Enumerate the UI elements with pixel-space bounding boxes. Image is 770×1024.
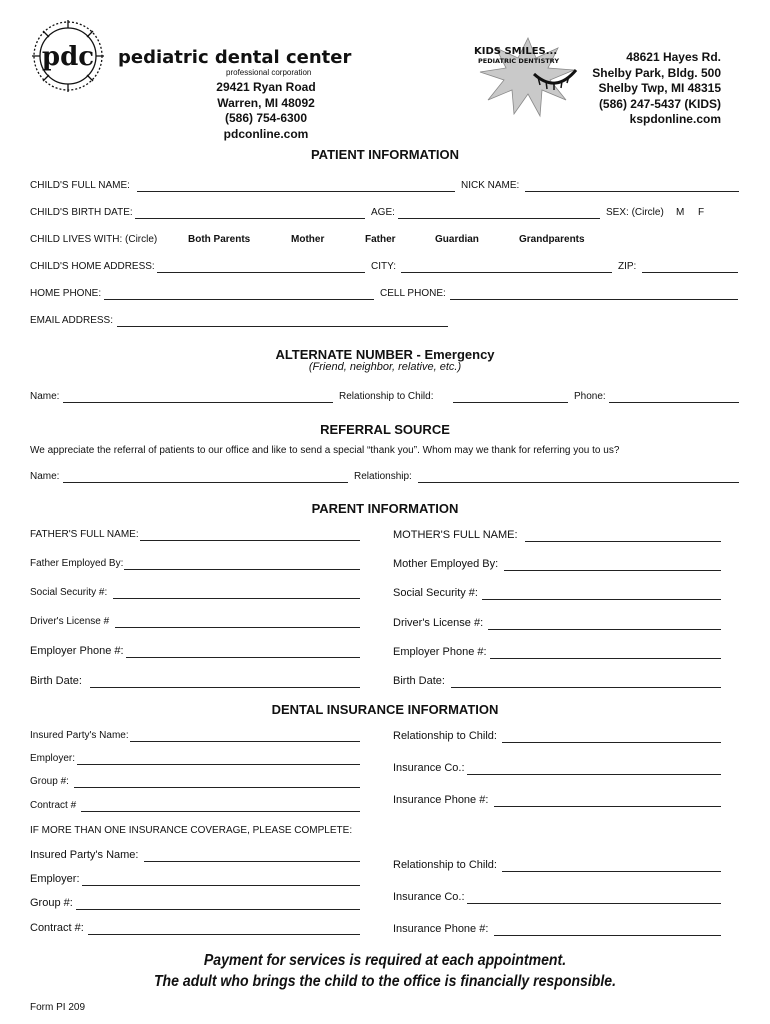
zip-field[interactable] bbox=[642, 272, 738, 273]
pdc-city: Warren, MI 48092 bbox=[217, 95, 315, 110]
mother-ssn-field[interactable] bbox=[482, 599, 721, 600]
email-label: EMAIL ADDRESS: bbox=[30, 315, 113, 326]
mother-employer-field[interactable] bbox=[504, 570, 721, 571]
mother-employer-phone-field[interactable] bbox=[490, 658, 721, 659]
alt-phone-label: Phone: bbox=[574, 391, 606, 402]
insured-employer-label: Employer: bbox=[30, 753, 76, 764]
insurance2-phone-label: Insurance Phone #: bbox=[393, 923, 489, 935]
pdc-name: pediatric dental center bbox=[118, 47, 352, 68]
insurance-phone-field[interactable] bbox=[494, 806, 721, 807]
insurance-phone-label: Insurance Phone #: bbox=[393, 794, 489, 806]
insured2-employer-field[interactable] bbox=[82, 885, 360, 886]
age-field[interactable] bbox=[398, 218, 600, 219]
cell-phone-field[interactable] bbox=[450, 299, 738, 300]
insurance-co-field[interactable] bbox=[467, 774, 721, 775]
insured2-name-field[interactable] bbox=[144, 861, 360, 862]
home-address-field[interactable] bbox=[157, 272, 365, 273]
mother-birth-date-field[interactable] bbox=[451, 687, 721, 688]
child-full-name-label: CHILD'S FULL NAME: bbox=[30, 180, 130, 191]
insured2-contract-field[interactable] bbox=[88, 934, 360, 935]
pdc-phone: (586) 754-6300 bbox=[224, 111, 308, 125]
lives-option-grandparents[interactable]: Grandparents bbox=[519, 234, 585, 245]
insured2-employer-label: Employer: bbox=[30, 873, 80, 885]
responsibility-notice: The adult who brings the child to the office is financially responsible. bbox=[153, 973, 617, 990]
referral-name-label: Name: bbox=[30, 471, 60, 482]
insured-employer-field[interactable] bbox=[77, 764, 360, 765]
alt-name-field[interactable] bbox=[63, 402, 333, 403]
alternate-subtitle: (Friend, neighbor, relative, etc.) bbox=[308, 361, 462, 373]
lives-with-label: CHILD LIVES WITH: (Circle) bbox=[30, 234, 158, 245]
pdc-street: 29421 Ryan Road bbox=[216, 80, 316, 94]
insured2-name-label: Insured Party's Name: bbox=[30, 849, 139, 861]
insured2-relationship-label: Relationship to Child: bbox=[393, 859, 497, 871]
insured-group-label: Group #: bbox=[30, 776, 69, 787]
insured-relationship-label: Relationship to Child: bbox=[393, 730, 497, 742]
patient-info-title: PATIENT INFORMATION bbox=[310, 147, 460, 162]
parent-title: PARENT INFORMATION bbox=[311, 501, 459, 516]
insured2-contract-label: Contract #: bbox=[30, 922, 84, 934]
lives-option-mother[interactable]: Mother bbox=[291, 234, 325, 245]
lives-option-guardian[interactable]: Guardian bbox=[435, 234, 479, 245]
home-phone-label: HOME PHONE: bbox=[30, 288, 102, 299]
email-field[interactable] bbox=[117, 326, 448, 327]
insured-relationship-field[interactable] bbox=[502, 742, 721, 743]
mother-license-field[interactable] bbox=[488, 629, 721, 630]
payment-notice: Payment for services is required at each appointment. bbox=[203, 952, 567, 969]
insured2-relationship-field[interactable] bbox=[502, 871, 721, 872]
alt-relationship-field[interactable] bbox=[453, 402, 568, 403]
alt-name-label: Name: bbox=[30, 391, 60, 402]
father-employer-phone-label: Employer Phone #: bbox=[30, 645, 124, 657]
alt-relationship-label: Relationship to Child: bbox=[339, 391, 434, 402]
referral-title: REFERRAL SOURCE bbox=[320, 422, 450, 437]
father-birth-date-field[interactable] bbox=[90, 687, 360, 688]
father-ssn-label: Social Security #: bbox=[30, 587, 108, 598]
mother-name-label: MOTHER'S FULL NAME: bbox=[393, 529, 518, 541]
father-license-label: Driver's License # bbox=[30, 616, 110, 627]
child-full-name-field[interactable] bbox=[137, 191, 455, 192]
referral-relationship-label: Relationship: bbox=[354, 471, 412, 482]
lives-option-father[interactable]: Father bbox=[365, 234, 396, 245]
father-name-field[interactable] bbox=[140, 540, 360, 541]
city-label: CITY: bbox=[371, 261, 397, 272]
insurance2-co-label: Insurance Co.: bbox=[393, 891, 465, 903]
referral-name-field[interactable] bbox=[63, 482, 348, 483]
lives-option-both-parents[interactable]: Both Parents bbox=[188, 234, 251, 245]
birth-date-field[interactable] bbox=[135, 218, 365, 219]
insurance-title: DENTAL INSURANCE INFORMATION bbox=[271, 702, 499, 717]
mother-birth-date-label: Birth Date: bbox=[393, 675, 445, 687]
insured-name-label: Insured Party's Name: bbox=[30, 730, 129, 741]
age-label: AGE: bbox=[371, 207, 395, 218]
home-address-label: CHILD'S HOME ADDRESS: bbox=[30, 261, 155, 272]
mother-ssn-label: Social Security #: bbox=[393, 587, 478, 599]
father-birth-date-label: Birth Date: bbox=[30, 675, 82, 687]
ks-phone: (586) 247-5437 (KIDS) bbox=[598, 96, 721, 111]
father-employer-label: Father Employed By: bbox=[30, 558, 124, 569]
cell-phone-label: CELL PHONE: bbox=[380, 288, 446, 299]
father-ssn-field[interactable] bbox=[113, 598, 360, 599]
kids-smiles-line1: KIDS SMILES... bbox=[474, 46, 558, 57]
city-field[interactable] bbox=[401, 272, 612, 273]
ks-city: Shelby Twp, MI 48315 bbox=[598, 81, 721, 95]
kids-smiles-line2: PEDIATRIC DENTISTRY bbox=[478, 57, 560, 65]
sex-m-option[interactable]: M bbox=[676, 207, 685, 218]
referral-relationship-field[interactable] bbox=[418, 482, 739, 483]
ks-website: kspdonline.com bbox=[629, 112, 721, 126]
logo-lettering: pdc bbox=[41, 42, 95, 72]
mother-license-label: Driver's License #: bbox=[393, 617, 484, 629]
insured2-group-label: Group #: bbox=[30, 897, 73, 909]
mother-employer-phone-label: Employer Phone #: bbox=[393, 646, 487, 658]
insured-group-field[interactable] bbox=[74, 787, 360, 788]
pdc-address bbox=[186, 80, 346, 142]
birth-date-label: CHILD'S BIRTH DATE: bbox=[30, 207, 133, 218]
insurance2-co-field[interactable] bbox=[467, 903, 721, 904]
pdc-website: pdconline.com bbox=[223, 126, 309, 141]
sex-label: SEX: (Circle) bbox=[606, 207, 664, 218]
zip-label: ZIP: bbox=[618, 261, 637, 272]
sex-f-option[interactable]: F bbox=[698, 207, 705, 218]
alt-phone-field[interactable] bbox=[609, 402, 739, 403]
mother-employer-label: Mother Employed By: bbox=[393, 558, 499, 570]
nick-name-label: NICK NAME: bbox=[461, 180, 520, 191]
more-coverage-note: IF MORE THAN ONE INSURANCE COVERAGE, PLEASE COMPLETE: bbox=[30, 825, 353, 836]
ks-building: Shelby Park, Bldg. 500 bbox=[592, 65, 721, 80]
pdc-subtitle: professional corporation bbox=[226, 68, 312, 77]
insured-contract-label: Contract # bbox=[30, 800, 77, 811]
insurance-co-label: Insurance Co.: bbox=[393, 762, 465, 774]
father-license-field[interactable] bbox=[115, 627, 360, 628]
father-name-label: FATHER'S FULL NAME: bbox=[30, 529, 139, 540]
ks-address bbox=[566, 50, 721, 128]
insured2-group-field[interactable] bbox=[76, 909, 360, 910]
referral-text: We appreciate the referral of patients to our office and like to send a special “thank you”. Whom may we thank for referring you to us? bbox=[30, 445, 620, 456]
form-number: Form PI 209 bbox=[30, 1002, 86, 1013]
insured-name-field[interactable] bbox=[130, 741, 360, 742]
ks-street: 48621 Hayes Rd. bbox=[626, 50, 721, 64]
nick-name-field[interactable] bbox=[525, 191, 739, 192]
alternate-title: ALTERNATE NUMBER - Emergency bbox=[275, 347, 495, 362]
mother-name-field[interactable] bbox=[525, 541, 721, 542]
father-employer-field[interactable] bbox=[124, 569, 360, 570]
pdc-logo bbox=[30, 18, 106, 94]
home-phone-field[interactable] bbox=[104, 299, 374, 300]
insurance2-phone-field[interactable] bbox=[494, 935, 721, 936]
father-employer-phone-field[interactable] bbox=[126, 657, 360, 658]
insured-contract-field[interactable] bbox=[81, 811, 360, 812]
